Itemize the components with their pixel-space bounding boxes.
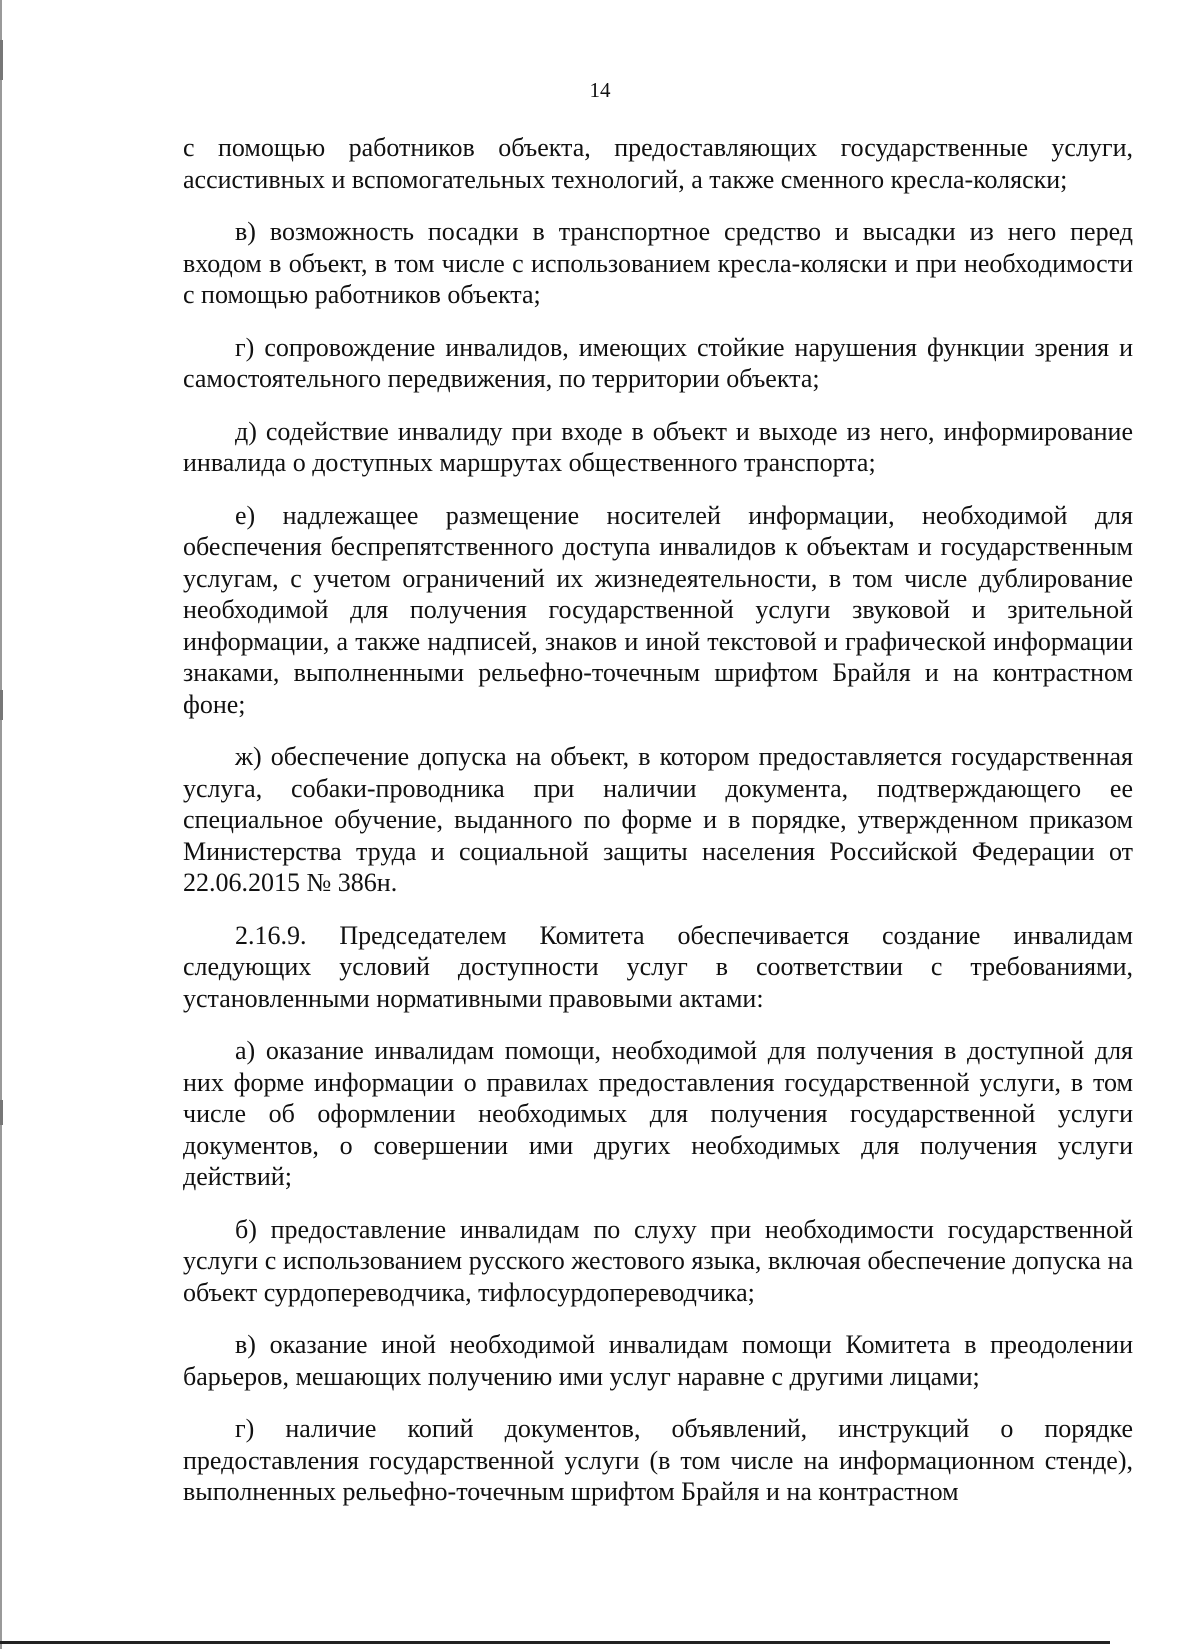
- paragraph-item-d: д) содействие инвалиду при входе в объект и выходе из него, информирование инвалида о доступных маршрутах общественного транспорта;: [183, 416, 1133, 477]
- paragraph-item-g2: г) наличие копий документов, объявлений, инструкций о порядке предоставления государственной услуги (в том числе на информационном стенде), выполненных рельефно-точечным шрифтом Брайля и на контрастном: [183, 1414, 1133, 1506]
- page-number: 14: [589, 78, 611, 102]
- scan-mark-artifact: [0, 1100, 3, 1125]
- paragraph-item-a: а) оказание инвалидам помощи, необходимой для получения в доступной для них форме информации о правилах предоставления государственной услуги, в том числе об оформлении необходимых для получения государственной услуги документов, о совершении ими других необходимых для получения услуги действий;: [183, 1036, 1133, 1191]
- paragraph-continuation: с помощью работников объекта, предоставляющих государственные услуги, ассистивных и вспомогательных технологий, а также сменного кресла-коляски;: [183, 133, 1133, 194]
- scan-mark-artifact: [0, 40, 3, 80]
- paragraph-item-b: б) предоставление инвалидам по слуху при необходимости государственной услуги с использованием русского жестового языка, включая обеспечение допуска на объект сурдопереводчика, тифлосурдопереводчика;: [183, 1214, 1133, 1307]
- document-body: [183, 132, 1133, 1529]
- paragraph-section-2-16-9: 2.16.9. Председателем Комитета обеспечивается создание инвалидам следующих условий доступности услуг в соответствии с требованиями, установленными нормативными правовыми актами:: [183, 920, 1133, 1013]
- paragraph-item-v: в) возможность посадки в транспортное средство и высадки из него перед входом в объект, в том числе с использованием кресла-коляски и при необходимости с помощью работников объекта;: [183, 217, 1133, 309]
- paragraph-item-e: е) надлежащее размещение носителей информации, необходимой для обеспечения беспрепятственного доступа инвалидов к объектам и государственным услугам, с учетом ограничений их жизнедеятельности, в том числе дублирование необходимой для получения государственной услуги звуковой и зрительной информации, а также надписей, знаков и иной текстовой и графической информации знаками, выполненными рельефно-точечным шрифтом Брайля и на контрастном фоне;: [183, 500, 1133, 719]
- scan-edge-artifact: [0, 0, 2, 1649]
- paragraph-item-zh: ж) обеспечение допуска на объект, в котором предоставляется государственная услуга, собаки-проводника при наличии документа, подтверждающего ее специальное обучение, выданного по форме и в порядке, утвержденном приказом Министерства труда и социальной защиты населения Российской Федерации от 22.06.2015 № 386н.: [183, 742, 1133, 897]
- paragraph-item-v2: в) оказание иной необходимой инвалидам помощи Комитета в преодолении барьеров, мешающих получению ими услуг наравне с другими лицами;: [183, 1330, 1133, 1391]
- paragraph-item-g: г) сопровождение инвалидов, имеющих стойкие нарушения функции зрения и самостоятельного передвижения, по территории объекта;: [183, 332, 1133, 393]
- bottom-scan-rule: [0, 1641, 1110, 1644]
- scan-mark-artifact: [0, 690, 3, 720]
